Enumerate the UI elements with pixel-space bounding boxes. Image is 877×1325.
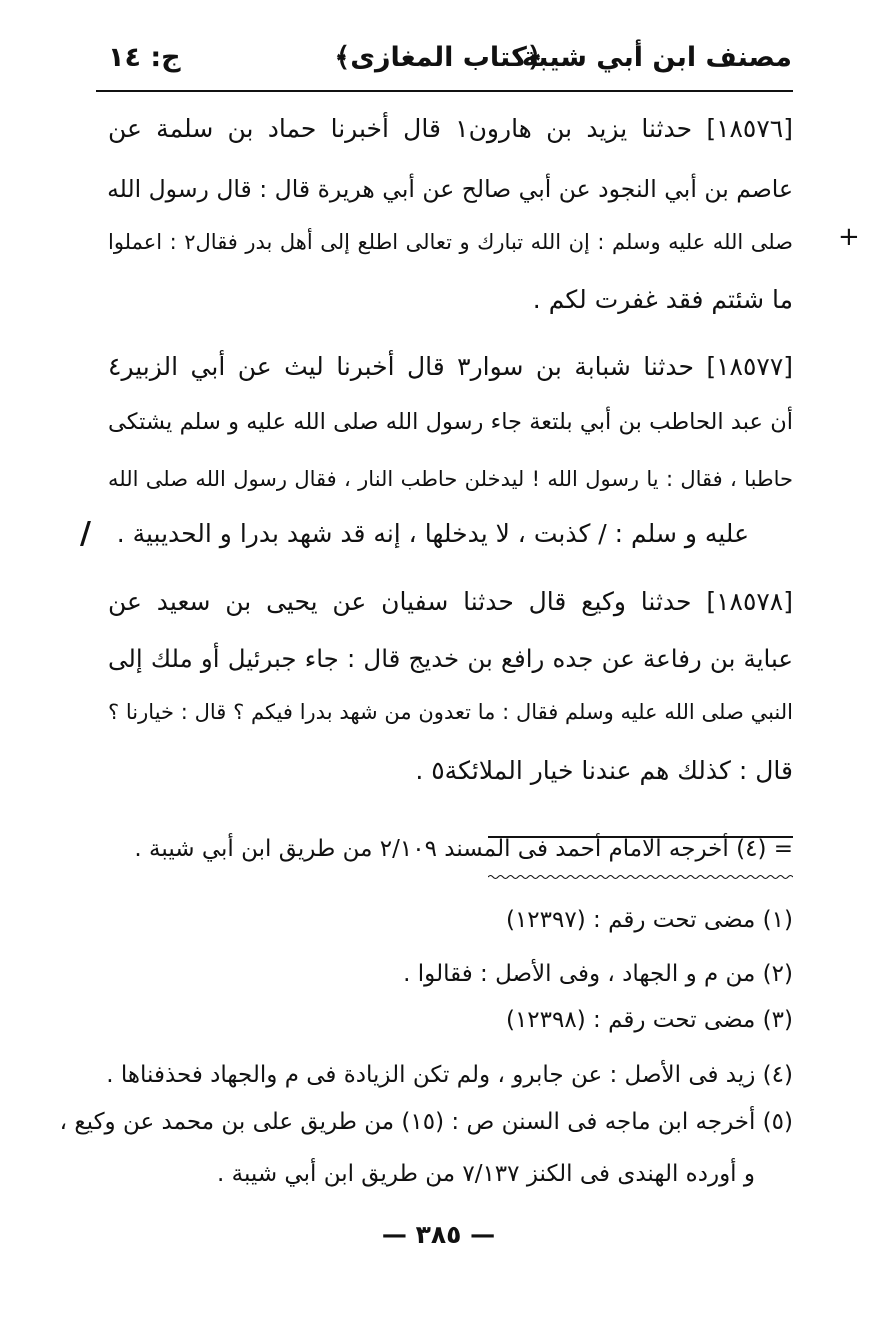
chapter-title: ﴿كتاب المغازى﴾ — [334, 42, 543, 73]
hadith-18578-line-4: قال : كذلك هم عندنا خيار الملائكة٥ . — [415, 756, 793, 785]
footnote-2: (٢) من م و الجهاد ، وفى الأصل : فقالوا . — [403, 961, 793, 987]
page-number: — ٣٨٥ — — [381, 1220, 496, 1249]
footnote-4: (٤) زيد فى الأصل : عن جابرو ، ولم تكن الزيادة فى م والجهاد فحذفناها . — [106, 1062, 793, 1088]
hadith-18576-line-4: ما شئتم فقد غفرت لكم . — [532, 285, 793, 314]
hadith-18576-line-2: عاصم بن أبي النجود عن أبي صالح عن أبي هريرة قال : قال رسول الله — [107, 175, 793, 203]
hadith-18578-line-3: النبي صلى الله عليه وسلم فقال : ما تعدون من شهد بدرا فيكم ؟ قال : خيارنا ؟ — [108, 700, 793, 724]
hadith-18577-line-1: [١٨٥٧٧] حدثنا شبابة بن سوار٣ قال أخبرنا ليث عن أبي الزبير٤ — [108, 352, 794, 381]
hadith-18577-line-3: حاطبا ، فقال : يا رسول الله ! ليدخلن حاطب النار ، فقال رسول الله صلى الله — [108, 467, 793, 491]
footnote-wavy-rule — [488, 874, 793, 880]
footnote-1: (١) مضى تحت رقم : (١٢٣٩٧) — [505, 907, 793, 933]
hadith-18576-line-1: [١٨٥٧٦] حدثنا يزيد بن هارون١ قال أخبرنا حماد بن سلمة عن — [108, 114, 793, 143]
footnote-3: (٣) مضى تحت رقم : (١٢٣٩٨) — [505, 1007, 793, 1033]
hadith-18577-line-4: عليه و سلم : / كذبت ، لا يدخلها ، إنه قد شهد بدرا و الحديبية . — [116, 519, 749, 548]
book-title: مصنف ابن أبي شيبة — [521, 42, 792, 73]
volume-number: ج: ١٤ — [108, 42, 181, 73]
footnote-5-line-2: و أورده الهندى فى الكنز ٧/١٣٧ من طريق ابن أبي شيبة . — [217, 1161, 755, 1187]
margin-slash-mark: / — [80, 516, 91, 551]
hadith-18578-line-2: عباية بن رفاعة عن جده رافع بن خديج قال : جاء جبرئيل أو ملك إلى — [108, 644, 793, 673]
hadith-18576-line-3: صلى الله عليه وسلم : إن الله تبارك و تعالى اطلع إلى أهل بدر فقال٢ : اعملوا — [108, 230, 793, 254]
footnote-5-line-1: (٥) أخرجه ابن ماجه فى السنن ص : (١٥) من طريق على بن محمد عن وكيع ، — [59, 1109, 793, 1135]
footnote-continued: = (٤) أخرجه الامام أحمد فى المسند ٢/١٠٩ من طريق ابن أبي شيبة . — [134, 836, 793, 862]
margin-cross-mark: + — [838, 222, 860, 252]
hadith-18578-line-1: [١٨٥٧٨] حدثنا وكيع قال حدثنا سفيان عن يحيى بن سعيد عن — [108, 587, 793, 616]
hadith-18577-line-2: أن عبد الحاطب بن أبي بلتعة جاء رسول الله صلى الله عليه و سلم يشتكى — [108, 409, 793, 435]
header-divider — [96, 90, 793, 92]
